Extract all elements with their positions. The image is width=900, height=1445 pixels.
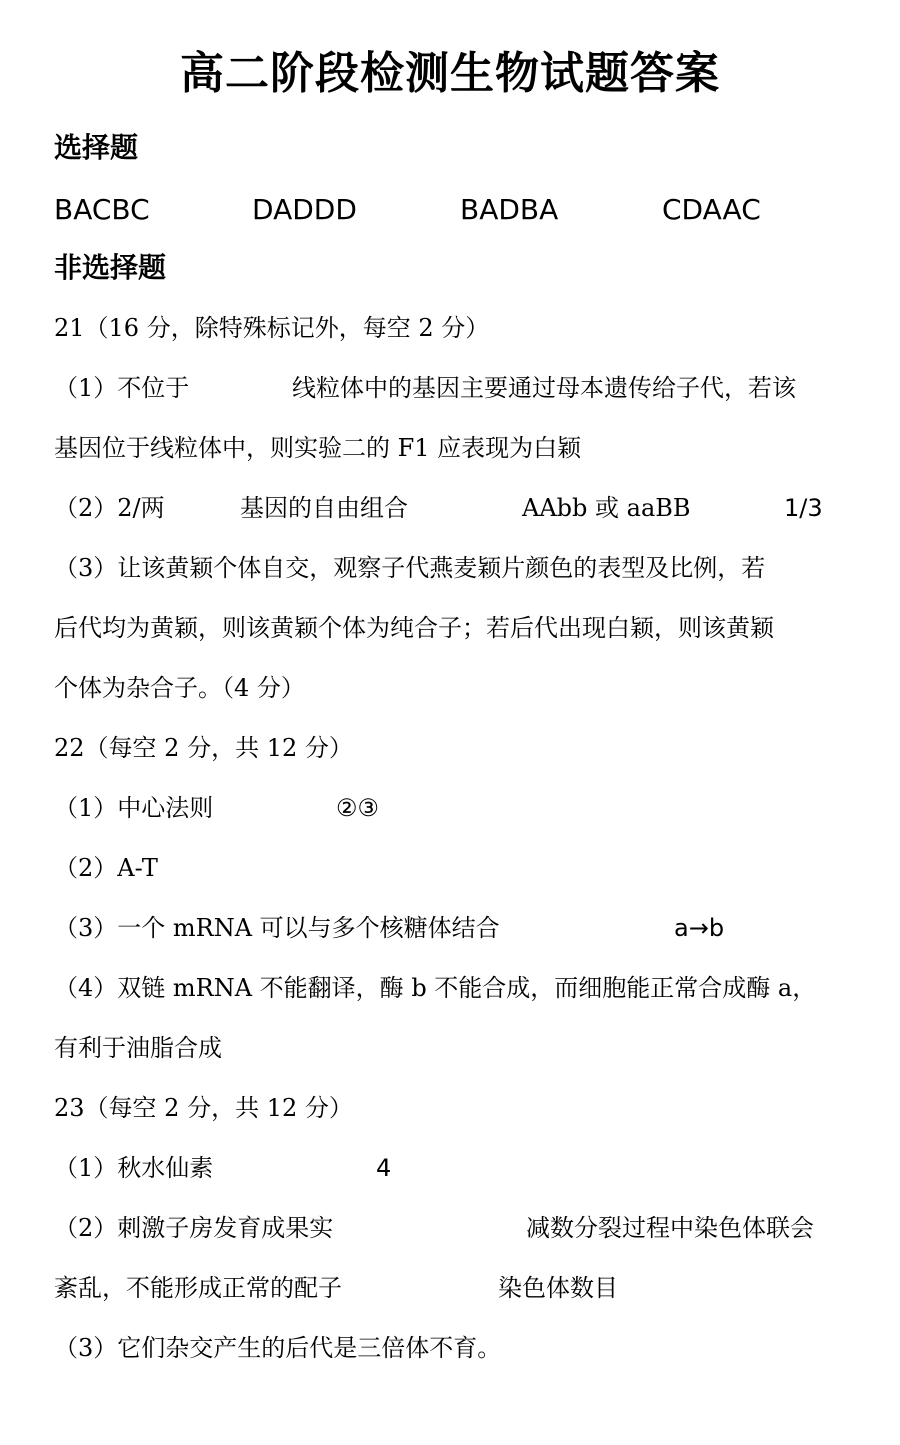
q21-part3-line2: 后代均为黄颖，则该黄颖个体为纯合子；若后代出现白颖，则该黄颖 [54, 614, 774, 642]
q23-part2-answer-c: 紊乱，不能形成正常的配子 [54, 1274, 342, 1302]
q22-part3-answer-b: a→b [674, 914, 725, 942]
multiple-choice-heading: 选择题 [54, 131, 139, 164]
q21-part1-continuation: 基因位于线粒体中，则实验二的 F1 应表现为白颖 [54, 434, 582, 462]
q22-part4-line1: （4）双链 mRNA 不能翻译，酶 b 不能合成，而细胞能正常合成酶 a， [54, 974, 817, 1002]
q23-part2-answer-b: 减数分裂过程中染色体联会 [526, 1214, 814, 1242]
q21-part2 [54, 488, 854, 528]
q21-part2-answer-c: AAbb 或 aaBB [522, 494, 691, 522]
q22-part3 [54, 908, 854, 948]
q21-part1 [54, 368, 854, 408]
q21-part2-answer-d: 1/3 [784, 494, 823, 522]
q22-part3-answer-a: （3）一个 mRNA 可以与多个核糖体结合 [54, 914, 500, 942]
q21-part3-line1: （3）让该黄颖个体自交，观察子代燕麦颖片颜色的表型及比例，若 [54, 554, 766, 582]
q21-part1-reason: 线粒体中的基因主要通过母本遗传给子代，若该 [292, 374, 796, 402]
q22-part4-line2: 有利于油脂合成 [54, 1034, 222, 1062]
q23-part3: （3）它们杂交产生的后代是三倍体不育。 [54, 1334, 502, 1362]
q22-part1 [54, 788, 854, 828]
q23-part2-answer-a: （2）刺激子房发育成果实 [54, 1214, 334, 1242]
q23-part1-answer-a: （1）秋水仙素 [54, 1154, 214, 1182]
q23-part1 [54, 1148, 854, 1188]
q22-part1-answer-b: ②③ [336, 794, 380, 822]
q23-part2-answer-d: 染色体数目 [498, 1274, 618, 1302]
multiple-choice-answers [0, 190, 900, 230]
q23-part2 [54, 1208, 854, 1248]
q22-header: 22（每空 2 分，共 12 分） [54, 734, 353, 762]
answer-group-1: BACBC [54, 193, 150, 226]
q22-part1-answer-a: （1）中心法则 [54, 794, 214, 822]
q23-header: 23（每空 2 分，共 12 分） [54, 1094, 353, 1122]
q21-header: 21（16 分，除特殊标记外，每空 2 分） [54, 314, 490, 342]
page-title: 高二阶段检测生物试题答案 [180, 48, 720, 99]
q22-part2: （2）A-T [54, 854, 158, 882]
q21-part2-answer-a: （2）2/两 [54, 494, 165, 522]
answer-group-4: CDAAC [662, 193, 761, 226]
q21-part1-answer: （1）不位于 [54, 374, 190, 402]
answer-group-3: BADBA [460, 193, 559, 226]
q23-part1-answer-b: 4 [376, 1154, 392, 1182]
non-multiple-choice-heading: 非选择题 [54, 251, 167, 284]
q23-part2-continuation [54, 1268, 854, 1308]
q21-part3-line3: 个体为杂合子。（4 分） [54, 674, 305, 702]
answer-group-2: DADDD [252, 193, 357, 226]
q21-part2-answer-b: 基因的自由组合 [240, 494, 408, 522]
